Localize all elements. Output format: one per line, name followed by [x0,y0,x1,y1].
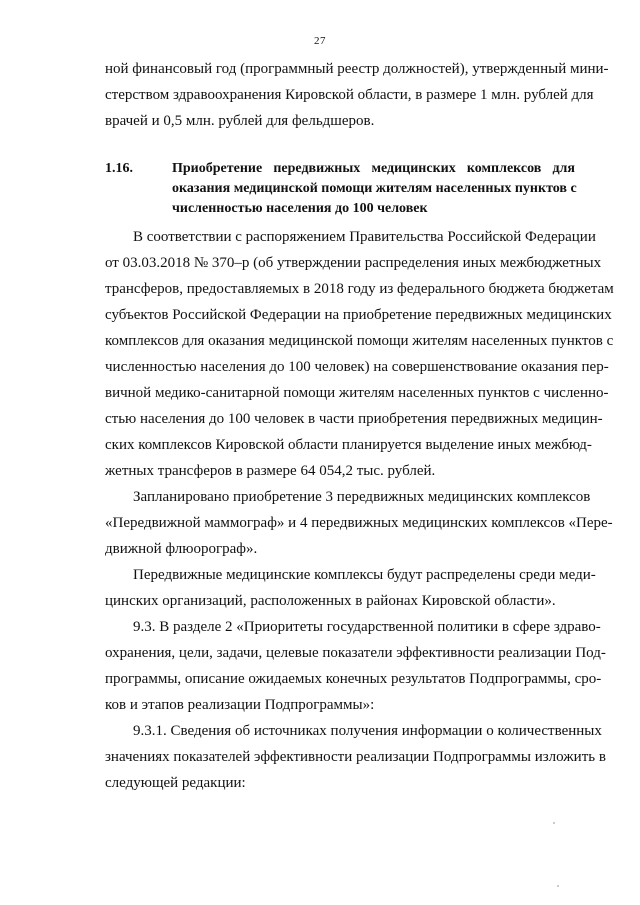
paragraph-distribution [105,562,596,614]
text-line: программы, описание ожидаемых конечных результатов Подпрограммы, сро- [105,671,602,687]
paragraph-information-sources [105,718,606,796]
text-line: В соответствии с распоряжением Правительства Российской Федерации [133,229,596,245]
section-title-line: Приобретение передвижных медицинских комплексов для [172,161,575,176]
text-line: ной финансовый год (программный реестр должностей), утвержденный мини- [105,61,609,77]
paragraph-purchase-plan [105,484,613,562]
text-line: Передвижные медицинские комплексы будут распределены среди меди- [133,567,596,583]
text-line: стерством здравоохранения Кировской области, в размере 1 млн. рублей для [105,87,594,103]
text-line: субъектов Российской Федерации на приобретение передвижных медицинских [105,307,612,323]
text-line: ков и этапов реализации Подпрограммы»: [105,697,375,713]
text-line: ских комплексов Кировской области планируется выделение иных межбюд- [105,437,592,453]
text-line: значениях показателей эффективности реализации Подпрограммы изложить в [105,749,606,765]
intro-paragraph [105,56,609,134]
page-number: 27 [314,35,326,47]
text-line: охранения, цели, задачи, целевые показатели эффективности реализации Под- [105,645,606,661]
text-line: жетных трансферов в размере 64 054,2 тыс. рублей. [105,463,436,479]
text-line: «Передвижной маммограф» и 4 передвижных медицинских комплексов «Пере- [105,515,613,531]
text-line: численностью населения до 100 человек) на совершенствование оказания пер- [105,359,609,375]
text-line: комплексов для оказания медицинской помощи жителям населенных пунктов с [105,333,614,349]
section-title [172,159,575,219]
scan-speck [557,885,559,887]
paragraph-section-2-amendment [105,614,606,718]
text-line: 9.3.1. Сведения об источниках получения информации о количественных [133,723,602,739]
section-title-line: оказания медицинской помощи жителям населенных пунктов с [172,181,577,196]
text-line: трансферов, предоставляемых в 2018 году из федерального бюджета бюджетам [105,281,614,297]
section-title-line: численностью населения до 100 человек [172,201,428,216]
text-line: Запланировано приобретение 3 передвижных медицинских комплексов [133,489,591,505]
scan-speck [553,822,555,824]
section-number: 1.16. [105,161,133,176]
text-line: следующей редакции: [105,775,246,791]
text-line: 9.3. В разделе 2 «Приоритеты государственной политики в сфере здраво- [133,619,601,635]
text-line: стью населения до 100 человек в части приобретения передвижных медицин- [105,411,603,427]
text-line: цинских организаций, расположенных в районах Кировской области». [105,593,556,609]
text-line: врачей и 0,5 млн. рублей для фельдшеров. [105,113,375,129]
text-line: от 03.03.2018 № 370–р (об утверждении распределения иных межбюджетных [105,255,602,271]
text-line: вичной медико-санитарной помощи жителям населенных пунктов с численно- [105,385,609,401]
text-line: движной флюорограф». [105,541,258,557]
paragraph-funding [105,224,614,484]
